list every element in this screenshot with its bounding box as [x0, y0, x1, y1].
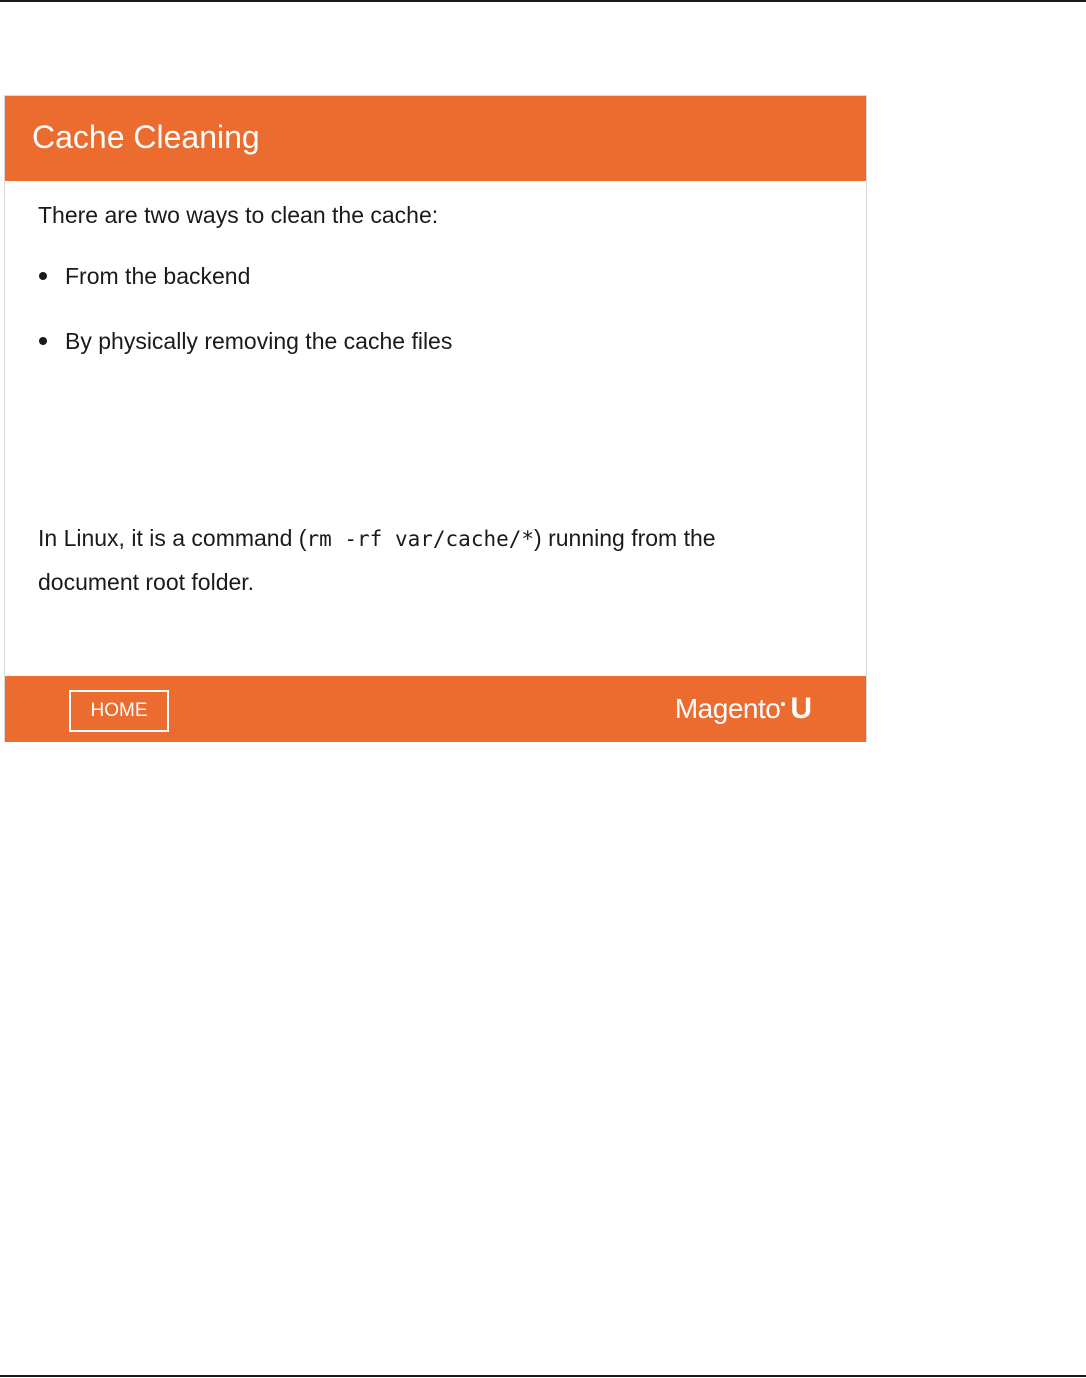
list-item: [38, 326, 452, 391]
bullet-text: From the backend: [65, 263, 251, 289]
list-item: [38, 261, 452, 326]
slide-footer: [5, 676, 866, 742]
logo-dot-icon: [781, 702, 785, 706]
bottom-divider: [0, 1375, 1086, 1377]
top-divider: [0, 0, 1086, 2]
paragraph-text-after: ) running from the document root folder.: [38, 525, 716, 595]
logo-wordmark: Magento: [674, 693, 781, 724]
command-code: rm -rf var/cache/*: [306, 527, 535, 551]
bullet-icon: [39, 337, 47, 345]
logo-mark: U: [790, 692, 812, 725]
slide-title: Cache Cleaning: [32, 119, 260, 155]
linux-command-paragraph: [38, 517, 798, 604]
intro-text: There are two ways to clean the cache:: [38, 202, 439, 228]
slide-panel: [4, 95, 867, 742]
bullet-list: [38, 261, 452, 391]
bullet-text: By physically removing the cache files: [65, 328, 453, 354]
bullet-icon: [39, 272, 47, 280]
magento-u-logo: [675, 691, 812, 732]
slide-header: [5, 96, 866, 181]
paragraph-text-before: In Linux, it is a command (: [38, 525, 307, 551]
home-button[interactable]: HOME: [69, 690, 169, 732]
